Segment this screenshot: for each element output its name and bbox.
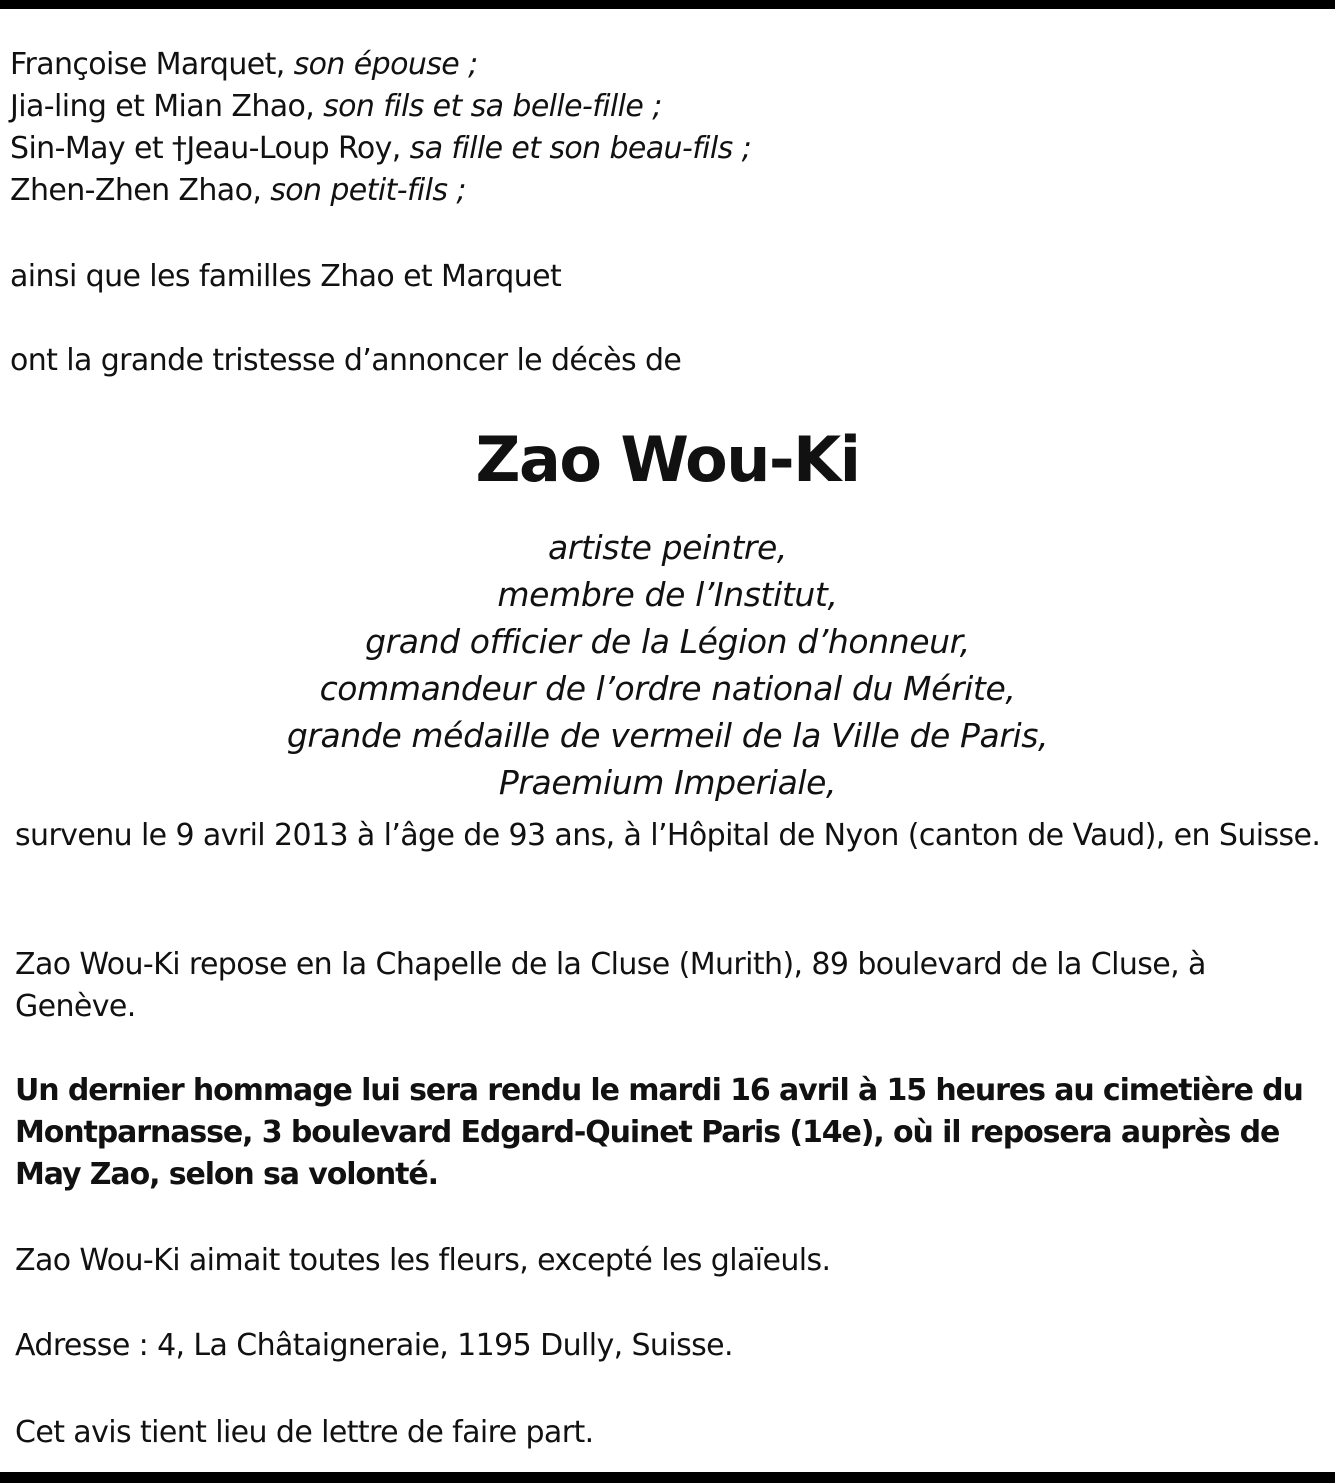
family-member-relation: sa fille et son beau-fils ; (409, 131, 752, 166)
family-member-names: Sin-May et †Jeau-Loup Roy, (10, 131, 410, 166)
bottom-border-rule (0, 1472, 1335, 1483)
honours-list (0, 524, 1335, 806)
resting-place-paragraph: Zao Wou-Ki repose en la Chapelle de la Cluse (Murith), 89 boulevard de la Cluse, à Genève. (15, 947, 1206, 1024)
top-border-rule (0, 0, 1335, 9)
honour-title: grande médaille de vermeil de la Ville de Paris, (286, 716, 1049, 755)
family-member-line (10, 86, 751, 128)
family-member-names: Zhen-Zhen Zhao, (10, 173, 271, 208)
family-member-relation: son épouse ; (293, 47, 478, 82)
deceased-name: Zao Wou-Ki (475, 423, 860, 496)
address-paragraph: Adresse : 4, La Châtaigneraie, 1195 Dully, Suisse. (15, 1328, 733, 1363)
closing-paragraph: Cet avis tient lieu de lettre de faire part. (15, 1415, 594, 1450)
honour-title: commandeur de l’ordre national du Mérite, (319, 669, 1016, 708)
death-details-paragraph: survenu le 9 avril 2013 à l’âge de 93 ans, à l’Hôpital de Nyon (canton de Vaud), en Suisse. (15, 818, 1321, 853)
honour-title: grand officier de la Légion d’honneur, (365, 622, 970, 661)
family-member-names: Jia-ling et Mian Zhao, (10, 89, 324, 124)
family-member-line (10, 128, 751, 170)
family-member-relation: son petit-fils ; (270, 173, 466, 208)
family-member-names: Françoise Marquet, (10, 47, 294, 82)
honour-title: membre de l’Institut, (497, 575, 838, 614)
flowers-paragraph: Zao Wou-Ki aimait toutes les fleurs, excepté les glaïeuls. (15, 1243, 831, 1278)
family-list (10, 44, 751, 212)
honour-title: artiste peintre, (547, 528, 788, 567)
family-member-relation: son fils et sa belle-fille ; (323, 89, 662, 124)
announcement-line: ont la grande tristesse d’annoncer le décès de (10, 343, 682, 378)
family-member-line (10, 170, 751, 212)
tribute-paragraph: Un dernier hommage lui sera rendu le mardi 16 avril à 15 heures au cimetière du Montparnasse, 3 boulevard Edgard-Quinet Paris (14e), où il reposera auprès de May Zao, selon sa volonté. (15, 1073, 1303, 1192)
family-member-line (10, 44, 751, 86)
families-line: ainsi que les familles Zhao et Marquet (10, 259, 562, 294)
honour-title: Praemium Imperiale, (498, 763, 837, 802)
